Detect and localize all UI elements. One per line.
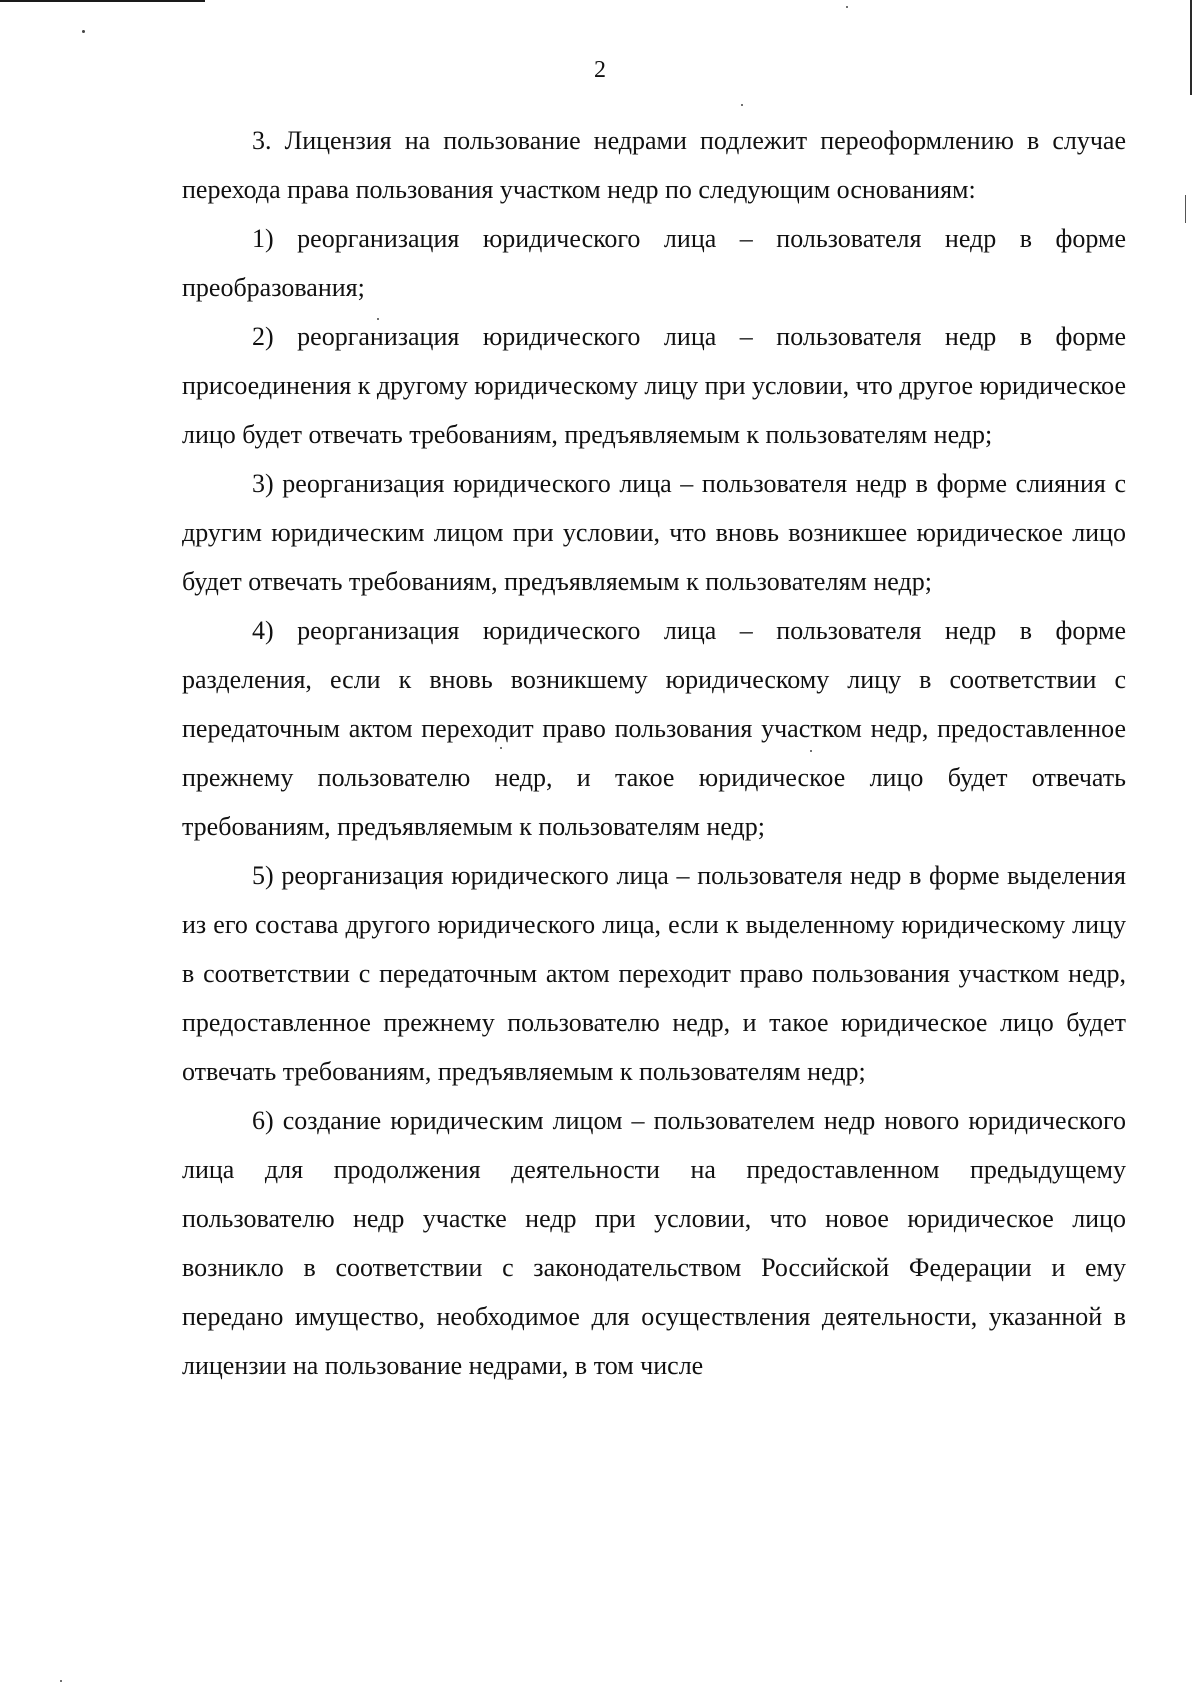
scan-speck [846,6,848,8]
list-item-3: 3) реорганизация юридического лица – пользователя недр в форме слияния с другим юридическим лицом при условии, что вновь возникшее юридическое лицо будет отвечать требованиям, предъявляемым к пользователям недр; [182,469,1126,596]
scan-speck [741,104,743,106]
scan-edge-mark [1185,195,1186,223]
list-item-5: 5) реорганизация юридического лица – пользователя недр в форме выделения из его состава другого юридического лица, если к выделенному юридическому лицу в соответствии с передаточным актом переходит право пользования участком недр, предоставленное прежнему пользователю недр, и такое юридическое лицо будет отвечать требованиям, предъявляемым к пользователям недр; [182,861,1126,1086]
scan-speck [60,1680,62,1682]
list-item-4: 4) реорганизация юридического лица – пользователя недр в форме разделения, если к вновь возникшему юридическому лицу в соответствии с передаточным актом переходит право пользования участком недр, предоставленное прежнему пользователю недр, и такое юридическое лицо будет отвечать требованиям, предъявляемым к пользователям недр; [182,616,1126,841]
document-body [182,116,1126,1390]
list-item-2: 2) реорганизация юридического лица – пользователя недр в форме присоединения к другому юридическому лицу при условии, что другое юридическое лицо будет отвечать требованиям, предъявляемым к пользователям недр; [182,322,1126,449]
page-number: 2 [594,57,606,83]
paragraph-3: 3. Лицензия на пользование недрами подлежит переоформлению в случае перехода права пользования участком недр по следующим основаниям: [182,126,1126,204]
list-item-1: 1) реорганизация юридического лица – пользователя недр в форме преобразования; [182,224,1126,302]
scan-edge-top [0,0,205,2]
list-item-6: 6) создание юридическим лицом – пользователем недр нового юридического лица для продолжения деятельности на предоставленном предыдущему пользователю недр участке недр при условии, что новое юридическое лицо возникло в соответствии с законодательством Российской Федерации и ему передано имущество, необходимое для осуществления деятельности, указанной в лицензии на пользование недрами, в том числе [182,1106,1126,1380]
scan-speck [82,30,85,33]
